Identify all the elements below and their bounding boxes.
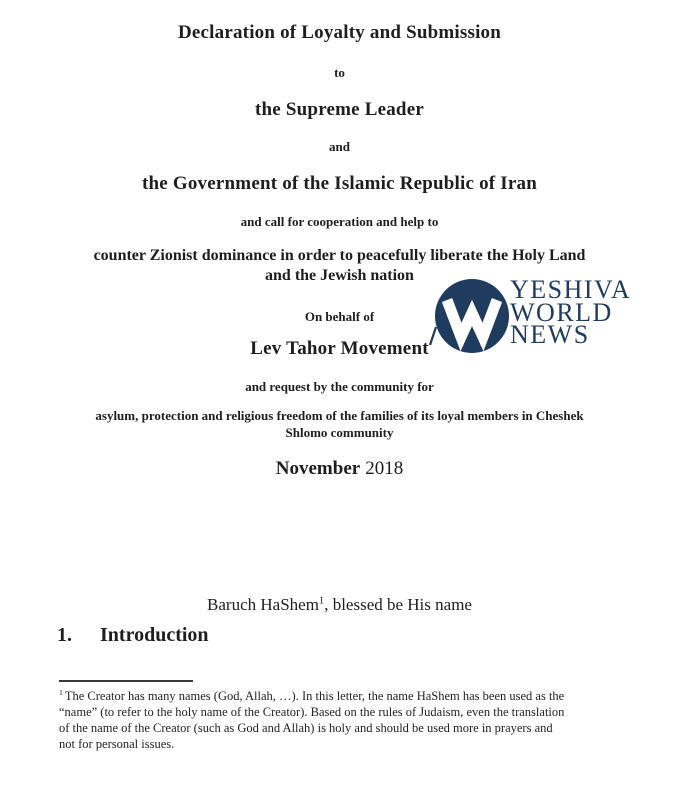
section-heading-introduction xyxy=(57,624,209,647)
footnote-line-3: of the name of the Creator (such as God and Allah) is holy and should be used more in prayers and xyxy=(59,721,553,735)
doc-subtitle-counter-line-2: and the Jewish nation xyxy=(265,267,414,284)
blessing-pre: Baruch HaShem xyxy=(207,595,319,614)
doc-title-line-1: Declaration of Loyalty and Submission xyxy=(177,22,502,43)
footnote-separator-rule xyxy=(59,680,193,682)
section-title: Introduction xyxy=(100,624,209,646)
doc-request-line: and request by the community for xyxy=(245,379,434,394)
doc-title-connector-to: to xyxy=(334,65,345,80)
blessing-post: , blessed be His name xyxy=(324,595,472,614)
doc-date-month: November xyxy=(275,458,361,479)
doc-subtitle-counter-line-1: counter Zionist dominance in order to peacefully liberate the Holy Land xyxy=(93,247,586,264)
ywn-logo-text-line-1: YESHIVA xyxy=(510,275,632,304)
footnote-marker: 1 xyxy=(59,687,63,697)
ywn-logo-text xyxy=(510,275,632,349)
doc-date-year: 2018 xyxy=(365,458,404,479)
doc-community-lines xyxy=(0,407,679,441)
ywn-logo-icon xyxy=(428,278,510,358)
blessing-line xyxy=(0,595,679,615)
ywn-logo-text-line-2: WORLD xyxy=(510,297,613,327)
footnote-line-4: not for personal issues. xyxy=(59,737,175,751)
footnote-line-2: “name” (to refer to the holy name of the Creator). Based on the rules of Judaism, even the translation xyxy=(59,705,565,719)
doc-title-connector-and: and xyxy=(329,139,350,154)
section-number: 1. xyxy=(57,624,72,646)
doc-title-line-3: the Government of the Islamic Republic of Iran xyxy=(142,173,537,194)
footnote-line-1: $^1$ The Creator has many names (God, Allah, …). In this letter, the name HaShem has been used as the xyxy=(59,687,565,703)
doc-on-behalf-of: On behalf of xyxy=(304,309,375,324)
ywn-logo-text-line-3: NEWS xyxy=(510,320,590,349)
footnote-reference: 1 xyxy=(318,595,325,607)
doc-community-line-2: Shlomo community xyxy=(285,425,394,440)
doc-date-line xyxy=(0,458,679,480)
doc-movement-name: Lev Tahor Movement xyxy=(250,338,429,359)
footnote-block xyxy=(59,688,634,752)
doc-subtitle-call: and call for cooperation and help to xyxy=(240,214,439,229)
yeshiva-world-news-watermark xyxy=(428,275,664,358)
doc-community-line-1: asylum, protection and religious freedom of the families of its loyal members in Cheshek xyxy=(95,408,584,423)
doc-title-line-2: the Supreme Leader xyxy=(255,99,424,120)
